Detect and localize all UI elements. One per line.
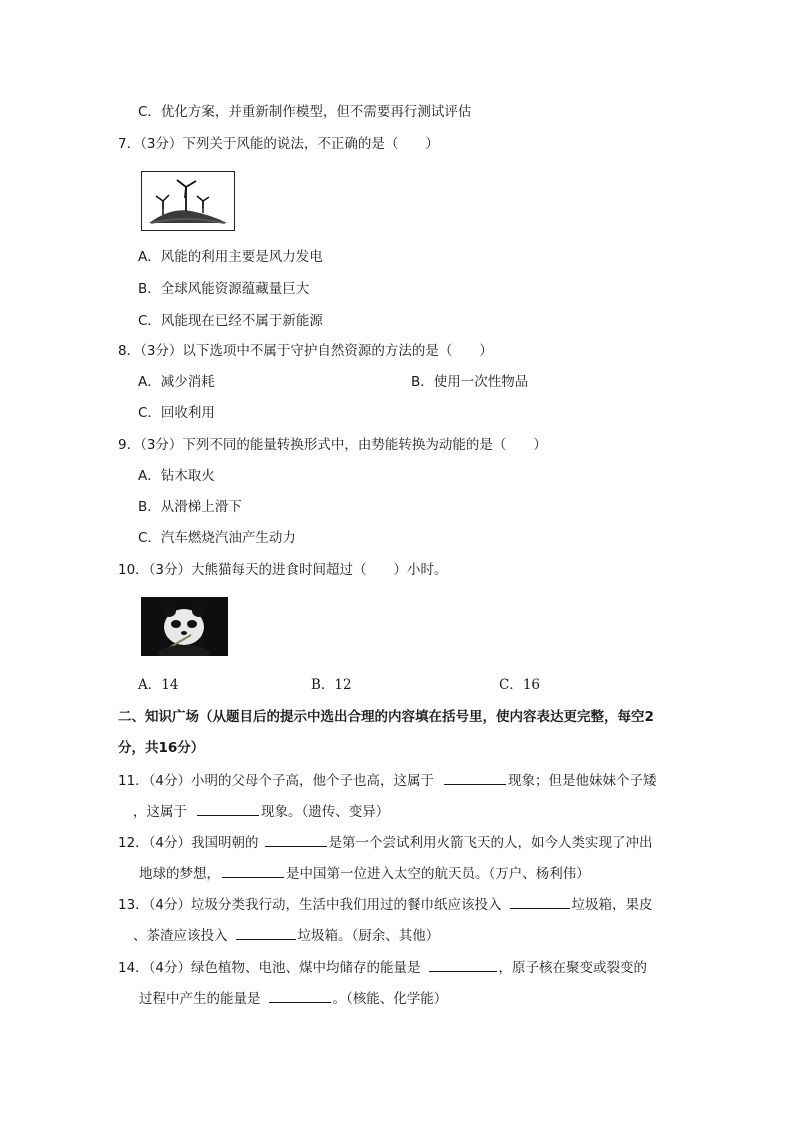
q10-stem: 10．（3分）大熊猫每天的进食时间超过（ ）小时。 bbox=[118, 562, 448, 578]
q14-text-1: 14．（4分）绿色植物、电池、煤中均储存的能量是 bbox=[118, 960, 421, 976]
q11-line1 bbox=[118, 770, 657, 790]
wind-turbine-image bbox=[141, 171, 235, 231]
q12-text-2: 是第一个尝试利用火箭飞天的人，如今人类实现了冲出 bbox=[328, 835, 653, 851]
section2-heading-line1: 二、知识广场（从题目后的提示中选出合理的内容填在括号里，使内容表达更完整，每空2 bbox=[118, 709, 654, 725]
q13-line1 bbox=[118, 894, 653, 914]
q11-text-4: 现象。（遗传、变异） bbox=[261, 804, 390, 820]
q13-text-2: 垃圾箱，果皮 bbox=[571, 897, 653, 913]
q8-stem: 8．（3分）以下选项中不属于守护自然资源的方法的是（ ） bbox=[118, 343, 493, 359]
q12-text-1: 12．（4分）我国明朝的 bbox=[118, 835, 259, 851]
q12-text-4: 是中国第一位进入太空的航天员。（万户、杨利伟） bbox=[286, 866, 590, 882]
q12-blank-1[interactable] bbox=[265, 832, 327, 847]
q8-option-a: A．减少消耗 bbox=[138, 374, 215, 390]
q7-option-b: B．全球风能资源蕴藏量巨大 bbox=[138, 281, 310, 297]
q11-text-1: 11．（4分）小明的父母个子高，他个子也高，这属于 bbox=[118, 773, 435, 789]
q8-option-c: C．回收利用 bbox=[138, 405, 215, 421]
q14-text-2: ，原子核在聚变或裂变的 bbox=[498, 960, 648, 976]
q9-option-c: C．汽车燃烧汽油产生动力 bbox=[138, 530, 296, 546]
q11-blank-2[interactable] bbox=[197, 801, 259, 816]
q14-text-4: 。（核能、化学能） bbox=[332, 991, 448, 1007]
q7-option-a: A．风能的利用主要是风力发电 bbox=[138, 249, 323, 265]
q7-option-c: C．风能现在已经不属于新能源 bbox=[138, 313, 323, 329]
q14-blank-2[interactable] bbox=[269, 988, 331, 1003]
q11-text-3: ，这属于 bbox=[133, 804, 187, 820]
q8-option-b: B．使用一次性物品 bbox=[411, 374, 529, 390]
q9-stem: 9．（3分）下列不同的能量转换形式中，由势能转换为动能的是（ ） bbox=[118, 437, 547, 453]
q12-blank-2[interactable] bbox=[222, 863, 284, 878]
q13-line2 bbox=[133, 925, 439, 945]
q14-blank-1[interactable] bbox=[429, 957, 497, 972]
q9-option-a: A．钻木取火 bbox=[138, 468, 215, 484]
q11-text-2: 现象；但是他妹妹个子矮 bbox=[508, 773, 657, 789]
q14-text-3: 过程中产生的能量是 bbox=[139, 991, 261, 1007]
q13-text-1: 13．（4分）垃圾分类我行动，生活中我们用过的餐巾纸应该投入 bbox=[118, 897, 502, 913]
q13-blank-1[interactable] bbox=[510, 894, 570, 909]
q13-blank-2[interactable] bbox=[236, 925, 296, 940]
q12-line1 bbox=[118, 832, 653, 852]
q10-option-b: B．12 bbox=[311, 677, 352, 693]
q10-option-c: C．16 bbox=[499, 677, 541, 693]
q7-stem: 7．（3分）下列关于风能的说法，不正确的是（ ） bbox=[118, 136, 439, 152]
q13-text-3: 、茶渣应该投入 bbox=[133, 928, 228, 944]
q14-line1 bbox=[118, 957, 647, 977]
q10-option-a: A．14 bbox=[138, 677, 179, 693]
q12-text-3: 地球的梦想， bbox=[139, 866, 220, 882]
q12-line2 bbox=[139, 863, 590, 883]
q11-line2 bbox=[133, 801, 389, 821]
q11-blank-1[interactable] bbox=[444, 770, 506, 785]
panda-image bbox=[141, 597, 228, 656]
q9-option-b: B．从滑梯上滑下 bbox=[138, 499, 242, 515]
q13-text-4: 垃圾箱。（厨余、其他） bbox=[297, 928, 440, 944]
section2-heading-line2: 分，共16分） bbox=[118, 740, 205, 756]
q14-line2 bbox=[139, 988, 447, 1008]
q6-option-c: C．优化方案，并重新制作模型，但不需要再行测试评估 bbox=[138, 104, 472, 120]
